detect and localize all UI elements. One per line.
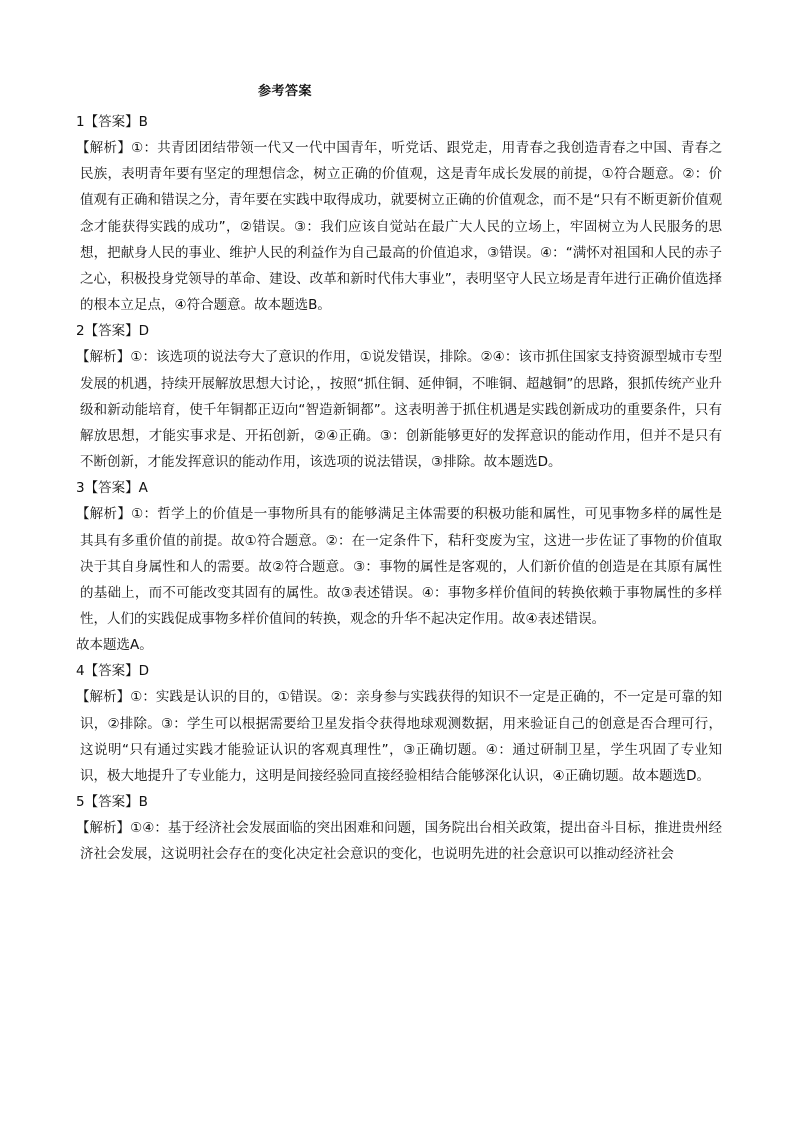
- analysis-label: 【解析】: [76, 349, 131, 366]
- question-block-5: [76, 789, 722, 867]
- analysis-paragraph: [76, 344, 722, 475]
- analysis-paragraph: [76, 815, 722, 867]
- answer-line: 4【答案】D: [76, 663, 149, 680]
- analysis-text: ①：实践是认识的目的，①错误。②：亲身参与实践获得的知识不一定是正确的，不一定是可靠的知识，②排除。③：学生可以根据需要给卫星发指令获得地球观测数据，用来验证自己的创意是否合理可行，这说明“只有通过实践才能验证认识的客观真理性”，③正确切题。④：通过研制卫星，学生巩固了专业知识，极大地提升了专业能力，这明是间接经验同直接经验相结合能够深化认识，④正确切题。故本题选D。: [80, 689, 722, 785]
- answer-line: 1【答案】B: [76, 114, 148, 130]
- answer-list: [76, 109, 722, 868]
- analysis-paragraph: [76, 684, 722, 789]
- page-title: 参考答案: [258, 84, 313, 99]
- question-block-1: [76, 109, 722, 318]
- analysis-label: 【解析】: [76, 140, 132, 156]
- analysis-label: 【解析】: [76, 820, 131, 837]
- answer-line: 2【答案】D: [76, 323, 149, 340]
- analysis-paragraph: [76, 135, 722, 318]
- analysis-text: ①：哲学上的价值是一事物所具有的能够满足主体需要的积极功能和属性，可见事物多样的属性是其具有多重价值的前提。故①符合题意。②：在一定条件下，秸秆变废为宝，这进一步佐证了事物的价值取决于其自身属性和人的需要。故②符合题意。③：事物的属性是客观的，人们新价值的创造是在其原有属性的基础上，而不可能改变其固有的属性。故③表述错误。④：事物多样价值间的转换依赖于事物属性的多样性，人们的实践促成事物多样价值间的转换，观念的升华不起决定作用。故④表述错误。: [80, 506, 722, 628]
- analysis-label: 【解析】: [76, 506, 132, 523]
- question-block-3: [76, 475, 722, 658]
- analysis-text: ①④：基于经济社会发展面临的突出困难和问题，国务院出台相关政策，提出奋斗目标，推进贵州经济社会发展，这说明社会存在的变化决定社会意识的变化，也说明先进的社会意识可以推动经济社会: [80, 820, 722, 863]
- answer-line: 5【答案】B: [76, 794, 148, 811]
- analysis-label: 【解析】: [76, 689, 131, 706]
- question-block-2: [76, 318, 722, 475]
- analysis-text: ①：共青团团结带领一代又一代中国青年，听党话、跟党走，用青春之我创造青春之中国、青春之民族，表明青年要有坚定的理想信念，树立正确的价值观，这是青年成长发展的前提，①符合题意。②：价值观有正确和错误之分，青年要在实践中取得成功，就要树立正确的价值观念，而不是“只有不断更新价值观念才能获得实践的成功”，②错误。③：我们应该自觉站在最广大人民的立场上，牢固树立为人民服务的思想，把献身人民的事业、维护人民的利益作为自己最高的价值追求，③错误。④：“满怀对祖国和人民的赤子之心，积极投身党领导的革命、建设、改革和新时代伟大事业”，表明坚守人民立场是青年进行正确价值选择的根本立足点，④符合题意。故本题选B。: [80, 140, 722, 314]
- answer-line: 3【答案】A: [76, 480, 148, 497]
- analysis-paragraph: [76, 501, 722, 632]
- conclusion-line: 故本题选A。: [76, 637, 153, 654]
- question-block-4: [76, 658, 722, 789]
- analysis-text: ①：该选项的说法夸大了意识的作用，①说发错误，排除。②④：该市抓住国家支持资源型城市专型发展的机遇，持续开展解放思想大讨论，，按照“抓住铜、延伸铜，不唯铜、超越铜”的思路，狠抓传统产业升级和新动能培育，使千年铜都正迈向“智造新铜都”。这表明善于抓住机遇是实践创新成功的重要条件，只有解放思想，才能实事求是、开拓创新，②④正确。③：创新能够更好的发挥意识的能动作用，但并不是只有不断创新，才能发挥意识的能动作用，该选项的说法错误，③排除。故本题选D。: [80, 349, 722, 471]
